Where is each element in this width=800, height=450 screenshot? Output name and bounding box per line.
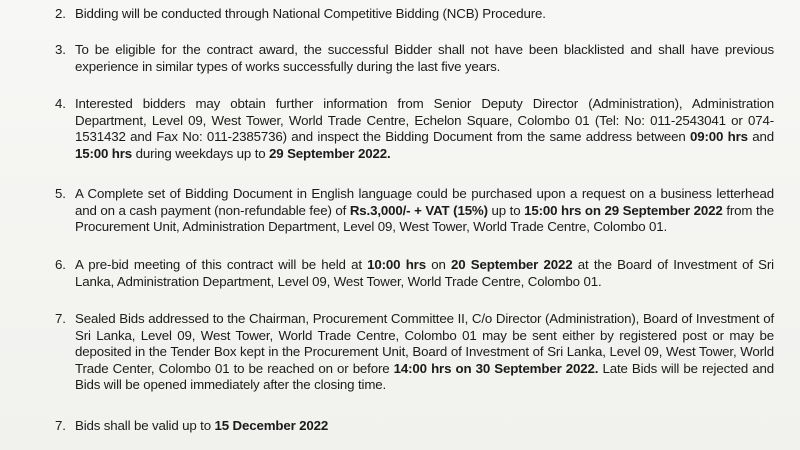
clause-text: Sealed Bids addressed to the Chairman, Procurement Committee II, C/o Director (Administration), Board of Investment of Sri Lanka, Level 09, West Tower, World Trade Centre, Colombo 01 may be sent either by registered post or may be deposited in the Tender Box kept in the Procurement Unit, Board of Investment of Sri Lanka, Level 09, West Tower, World Trade Center, Colombo 01 to be reached on or before 14:00 hrs on 30 September 2022. Late Bids will be rejected and Bids will be opened immediately after the closing time. xyxy=(75,311,774,392)
clause-number: 3. xyxy=(55,42,66,57)
clause-6 xyxy=(55,257,774,290)
clause-number: 7. xyxy=(55,311,66,326)
clause-7-sealed-bids xyxy=(55,311,774,394)
clause-3 xyxy=(55,42,774,75)
clause-number: 7. xyxy=(55,418,66,433)
clause-text: To be eligible for the contract award, the successful Bidder shall not have been blacklisted and shall have previous experience in similar types of works successfully during the last five years. xyxy=(75,42,774,74)
clause-text: Interested bidders may obtain further information from Senior Deputy Director (Administration), Administration Department, Level 09, West Tower, World Trade Centre, Echelon Square, Colombo 01 (Tel: No: 011-2543041 or 074-1531432 and Fax No: 011-2385736) and inspect the Bidding Document from the same address between 09:00 hrs and 15:00 hrs during weekdays up to 29 September 2022. xyxy=(75,96,774,161)
clause-4 xyxy=(55,96,774,162)
clause-number: 6. xyxy=(55,257,66,272)
clause-text: Bidding will be conducted through National Competitive Bidding (NCB) Procedure. xyxy=(75,6,546,21)
clause-5 xyxy=(55,186,774,236)
clause-7-validity xyxy=(55,418,774,435)
clause-number: 4. xyxy=(55,96,66,111)
clause-number: 5. xyxy=(55,186,66,201)
clause-text: A Complete set of Bidding Document in English language could be purchased upon a request on a business letterhead and on a cash payment (non-refundable fee) of Rs.3,000/- + VAT (15%) up to 15:00 hrs on 29 September 2022 from the Procurement Unit, Administration Department, Level 09, West Tower, World Trade Centre, Colombo 01. xyxy=(75,186,774,234)
clause-text: Bids shall be valid up to 15 December 2022 xyxy=(75,418,329,433)
clause-text: A pre-bid meeting of this contract will be held at 10:00 hrs on 20 September 2022 at the Board of Investment of Sri Lanka, Administration Department, Level 09, West Tower, World Trade Centre, Colombo 01. xyxy=(75,257,774,289)
clause-number: 2. xyxy=(55,6,66,21)
clause-2 xyxy=(55,6,774,23)
